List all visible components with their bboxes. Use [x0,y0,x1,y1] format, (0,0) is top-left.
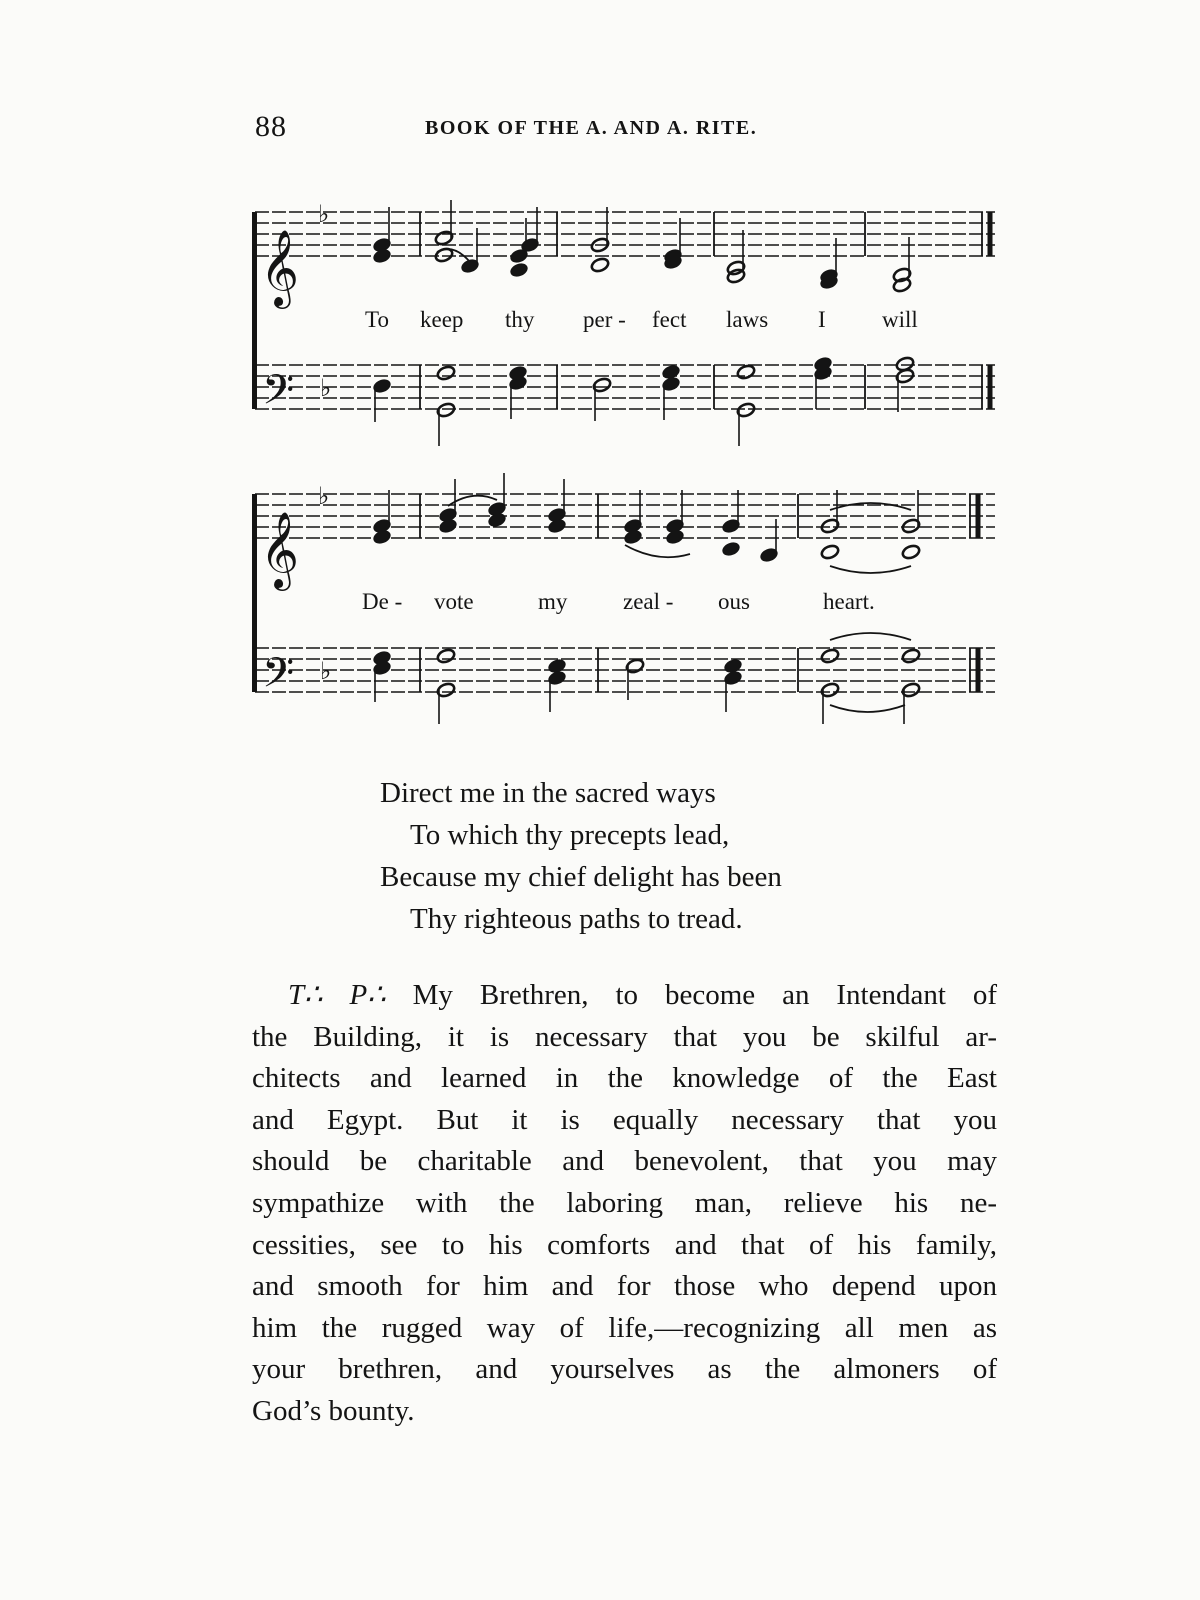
system-bracket [252,212,257,409]
paragraph-line: God’s bounty. [252,1394,415,1427]
note-head [901,648,921,665]
lyric-syllable: zeal - [623,589,674,614]
hymn-verse [380,772,782,940]
lyric-syllable: keep [420,307,464,332]
verse-line: To which thy precepts lead, [410,819,730,851]
note-head [436,365,456,382]
lyric-syllable: per - [583,307,626,332]
note-head [820,544,840,561]
key-flat: ♭ [318,482,330,510]
lyric-syllable: fect [652,307,687,332]
lyric-syllable: ous [718,589,750,614]
lyric-syllable: laws [726,307,769,332]
paragraph-line: chitects and learned in the knowledge of the East [252,1062,997,1095]
key-flat: ♭ [318,200,330,228]
treble-clef: 𝄞 [260,229,300,306]
lyric-syllable: I [818,307,826,332]
verse-line: Because my chief delight has been [380,861,782,893]
page-number: 88 [255,110,287,143]
note-head [509,262,529,279]
paragraph-line: your brethren, and yourselves as the almoners of [252,1353,997,1386]
note-head [820,648,840,665]
note-head [736,364,756,381]
bass-clef: 𝄢 [262,649,295,707]
key-flat: ♭ [320,657,332,685]
paragraph-line: sympathize with the laboring man, relieve his ne- [252,1186,997,1219]
paragraph-line: him the rugged way of life,—recognizing all men as [252,1311,997,1344]
paragraph-line: the Building, it is necessary that you be skilful ar- [252,1020,997,1053]
body-paragraph [252,975,997,1433]
key-flat: ♭ [320,374,332,402]
staff-notation [252,200,995,724]
music-score [0,0,1200,740]
note-head [901,544,921,561]
paragraph-line: and smooth for him and for those who depend upon [252,1270,997,1303]
lyric-syllable: will [882,307,918,332]
paragraph-line: cessities, see to his comforts and that of his family, [252,1228,997,1261]
slur [830,566,911,573]
lyric-syllable: heart. [823,589,875,614]
note-head [721,541,741,558]
slur [625,545,690,557]
speaker-abbreviation: T∴ P∴ [288,979,386,1011]
running-title: BOOK OF THE A. AND A. RITE. [425,117,758,139]
treble-clef: 𝄞 [260,511,300,588]
lyric-syllable: De - [362,589,403,614]
system-bracket [252,494,257,692]
paragraph-line: and Egypt. But it is equally necessary that you [252,1103,997,1136]
slur [830,705,905,712]
paragraph-line-text: My Brethren, to become an Intendant of [412,979,998,1011]
slur [830,503,911,510]
note-head [590,257,610,274]
verse-line: Thy righteous paths to tread. [410,903,743,935]
lyric-syllable: vote [434,589,474,614]
lyric-syllable: my [538,589,568,614]
lyric-syllable: thy [505,307,535,332]
slur [830,633,911,640]
paragraph-line: should be charitable and benevolent, that you may [252,1145,997,1178]
lyric-syllable: To [365,307,389,332]
paragraph-line [252,975,997,1017]
verse-line: Direct me in the sacred ways [380,777,716,809]
bass-clef: 𝄢 [262,366,295,424]
note-head [436,648,456,665]
